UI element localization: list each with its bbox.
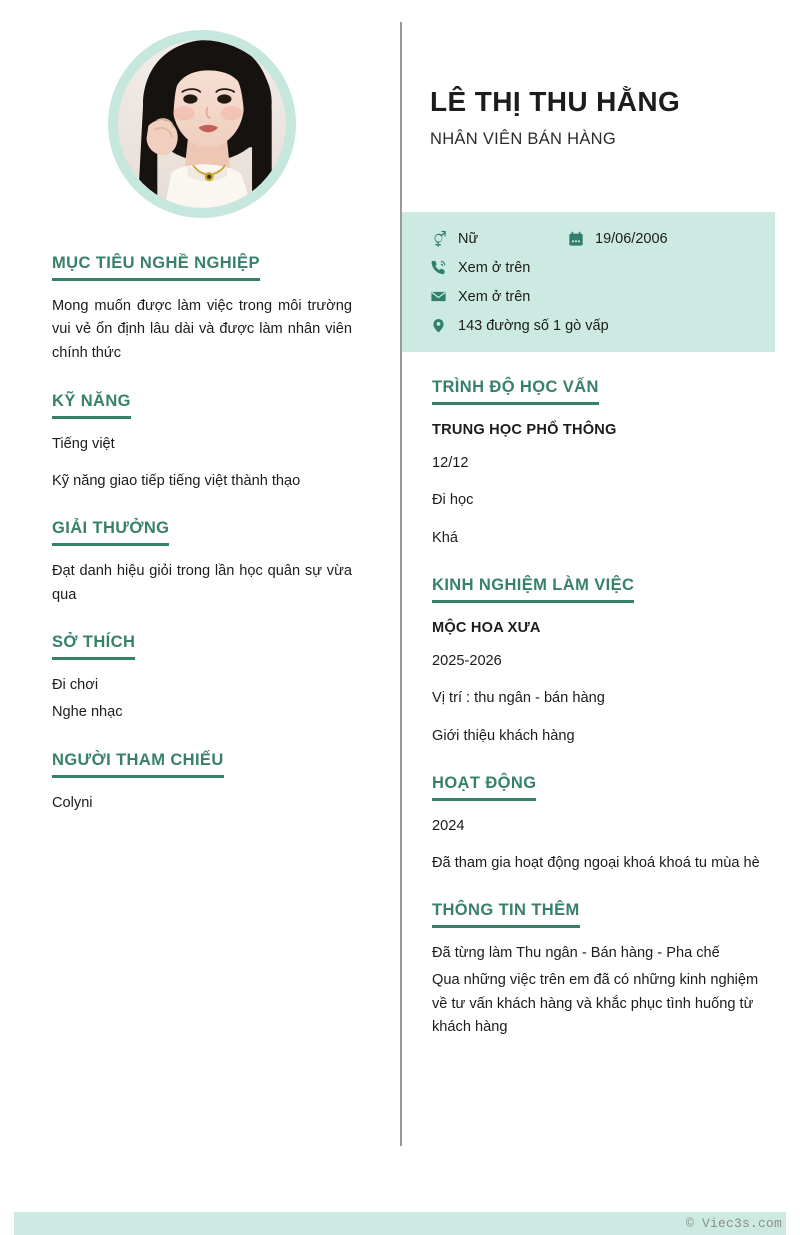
birthday-value: 19/06/2006	[595, 230, 668, 247]
left-sections	[52, 218, 352, 815]
education-line: 12/12	[432, 454, 469, 471]
activity-text: Đã tham gia hoạt động ngoại khoá khoá tu mùa hè	[432, 854, 760, 871]
section-objective	[52, 254, 352, 366]
award-text: Đạt danh hiệu giỏi trong lần học quân sự vừa qua	[52, 563, 352, 603]
contact-row	[430, 288, 775, 305]
education-line: Khá	[432, 529, 458, 546]
contact-row	[430, 230, 775, 247]
location-pin-icon	[430, 317, 447, 334]
section-skills	[52, 392, 352, 493]
education-school: TRUNG HỌC PHỔ THÔNG	[432, 421, 617, 438]
experience-company: MỘC HOA XƯA	[432, 619, 541, 636]
experience-period: 2025-2026	[432, 652, 502, 669]
contact-phone	[430, 259, 530, 276]
contact-row	[430, 259, 775, 276]
footer-copyright: © Viec3s.com	[685, 1216, 782, 1231]
phone-icon	[430, 259, 447, 276]
section-references-heading: NGƯỜI THAM CHIẾU	[52, 751, 224, 778]
right-sections	[402, 352, 800, 1039]
section-awards	[52, 519, 352, 607]
more-info-line: Qua những việc trên em đã có những kinh nghiệm về tư vấn khách hàng và khắc phục tình huống từ khách hàng	[432, 972, 759, 1036]
page-title: LÊ THỊ THU HẰNG	[430, 86, 681, 117]
contact-birthday	[567, 230, 668, 247]
right-column	[402, 0, 800, 1235]
experience-duty: Giới thiệu khách hàng	[432, 727, 575, 744]
address-value: 143 đường số 1 gò vấp	[458, 317, 609, 334]
activity-year: 2024	[432, 817, 465, 834]
section-awards-heading: GIẢI THƯỞNG	[52, 519, 169, 546]
section-experience	[432, 576, 776, 748]
phone-value: Xem ở trên	[458, 259, 531, 276]
job-title: NHÂN VIÊN BÁN HÀNG	[430, 130, 617, 149]
contact-box	[402, 212, 775, 352]
section-education	[432, 378, 776, 550]
reference-item: Colyni	[52, 794, 93, 811]
contact-email	[430, 288, 530, 305]
skill-item: Kỹ năng giao tiếp tiếng việt thành thạo	[52, 472, 301, 489]
hobby-item: Đi chơi	[52, 677, 99, 694]
gender-icon	[430, 230, 447, 247]
section-objective-heading: MỤC TIÊU NGHỀ NGHIỆP	[52, 254, 260, 281]
education-line: Đi học	[432, 492, 474, 509]
avatar-image	[118, 40, 286, 208]
gender-value: Nữ	[458, 230, 479, 247]
experience-position: Vị trí : thu ngân - bán hàng	[432, 690, 605, 707]
objective-text: Mong muốn được làm việc trong môi trường vui vẻ ổn định lâu dài và được làm nhân viên chính thức	[52, 297, 352, 362]
email-value: Xem ở trên	[458, 288, 531, 305]
section-hobbies-heading: SỞ THÍCH	[52, 633, 135, 660]
skill-item: Tiếng việt	[52, 435, 115, 452]
section-activities-heading: HOẠT ĐỘNG	[432, 774, 536, 801]
section-experience-heading: KINH NGHIỆM LÀM VIỆC	[432, 576, 634, 603]
more-info-line: Đã từng làm Thu ngân - Bán hàng - Pha chế	[432, 945, 720, 962]
envelope-icon	[430, 288, 447, 305]
section-more-info	[432, 901, 776, 1039]
header-block	[402, 0, 800, 149]
section-skills-heading: KỸ NĂNG	[52, 392, 131, 419]
calendar-icon	[567, 230, 584, 247]
left-column	[0, 0, 400, 815]
contact-gender	[430, 230, 567, 247]
contact-row	[430, 317, 775, 334]
section-hobbies	[52, 633, 352, 724]
footer-bar	[14, 1212, 786, 1235]
section-references	[52, 751, 352, 815]
section-activities	[432, 774, 776, 875]
section-more-info-heading: THÔNG TIN THÊM	[432, 901, 580, 928]
hobby-item: Nghe nhạc	[52, 704, 123, 721]
contact-address	[430, 317, 609, 334]
section-education-heading: TRÌNH ĐỘ HỌC VẤN	[432, 378, 599, 405]
avatar	[108, 30, 296, 218]
